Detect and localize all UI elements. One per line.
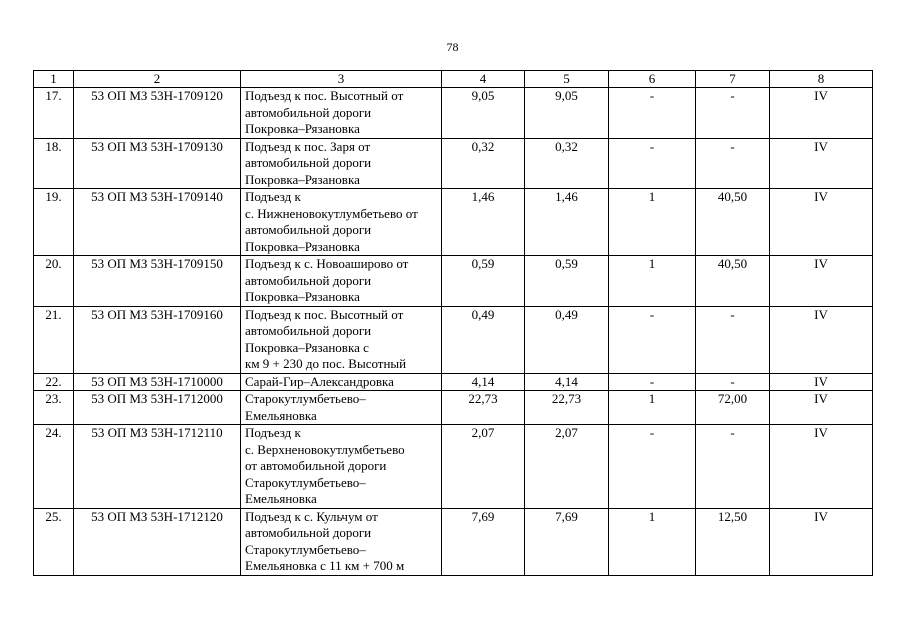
column-4-cell: 1,46 [442, 189, 525, 256]
road-code-cell: 53 ОП МЗ 53Н-1712000 [74, 391, 241, 425]
column-header: 1 [34, 71, 74, 88]
column-8-cell: IV [770, 425, 873, 509]
column-5-cell: 0,49 [525, 306, 609, 373]
road-name-cell [241, 306, 442, 373]
row-number-cell: 21. [34, 306, 74, 373]
column-4-cell: 7,69 [442, 508, 525, 575]
road-name-cell [241, 425, 442, 509]
column-8-cell: IV [770, 138, 873, 189]
road-name-line: Подъезд к [245, 425, 301, 440]
road-code-cell: 53 ОП МЗ 53Н-1712110 [74, 425, 241, 509]
page-number: 78 [446, 40, 459, 54]
column-5-cell: 1,46 [525, 189, 609, 256]
column-5-cell: 0,32 [525, 138, 609, 189]
road-name-cell [241, 88, 442, 139]
table-body [34, 88, 873, 576]
column-8-cell: IV [770, 88, 873, 139]
row-number-cell: 23. [34, 391, 74, 425]
row-number-cell: 25. [34, 508, 74, 575]
column-8-cell: IV [770, 256, 873, 307]
column-6-cell: - [609, 138, 696, 189]
column-6-cell: 1 [609, 508, 696, 575]
table-row [34, 425, 873, 509]
road-name-line: Старокутлумбетьево– [245, 391, 366, 406]
road-name-line: Покровка–Рязановка [245, 238, 360, 254]
column-header: 6 [609, 71, 696, 88]
road-name-cell [241, 138, 442, 189]
column-6-cell: - [609, 88, 696, 139]
column-7-cell: - [696, 373, 770, 391]
road-code-cell: 53 ОП МЗ 53Н-1709130 [74, 138, 241, 189]
column-8-cell: IV [770, 189, 873, 256]
column-5-cell: 9,05 [525, 88, 609, 139]
column-5-cell: 22,73 [525, 391, 609, 425]
column-header: 5 [525, 71, 609, 88]
road-name-line: Емельяновка с 11 км + 700 м [245, 558, 405, 573]
row-number-cell: 20. [34, 256, 74, 307]
road-name-line: от автомобильной дороги [245, 458, 387, 473]
column-6-cell: - [609, 373, 696, 391]
road-name-line: автомобильной дороги [245, 525, 372, 540]
column-4-cell: 2,07 [442, 425, 525, 509]
column-7-cell: 40,50 [696, 189, 770, 256]
road-name-line: автомобильной дороги [245, 104, 372, 120]
column-7-cell: 12,50 [696, 508, 770, 575]
column-8-cell: IV [770, 306, 873, 373]
road-name-line: Подъезд к пос. Высотный от [245, 306, 404, 322]
road-name-line: Покровка–Рязановка [245, 289, 360, 304]
row-number-cell: 22. [34, 373, 74, 391]
road-name-line: Покровка–Рязановка [245, 121, 360, 136]
column-4-cell: 0,49 [442, 306, 525, 373]
column-8-cell: IV [770, 508, 873, 575]
table-row [34, 373, 873, 391]
column-7-cell: 40,50 [696, 256, 770, 307]
road-name-cell [241, 508, 442, 575]
road-name-line: Подъезд к пос. Высотный от [245, 88, 404, 103]
column-5-cell: 0,59 [525, 256, 609, 307]
column-5-cell: 7,69 [525, 508, 609, 575]
column-4-cell: 4,14 [442, 373, 525, 391]
row-number-cell: 19. [34, 189, 74, 256]
table-row [34, 391, 873, 425]
column-header: 2 [74, 71, 241, 88]
road-name-line: автомобильной дороги [245, 222, 372, 237]
column-6-cell: 1 [609, 391, 696, 425]
row-number-cell: 24. [34, 425, 74, 509]
column-6-cell: 1 [609, 189, 696, 256]
road-name-cell [241, 391, 442, 425]
table-row [34, 256, 873, 307]
column-5-cell: 2,07 [525, 425, 609, 509]
road-code-cell: 53 ОП МЗ 53Н-1709150 [74, 256, 241, 307]
road-name-line: Старокутлумбетьево– [245, 541, 366, 557]
road-name-line: Подъезд к пос. Заря от [245, 138, 371, 154]
column-4-cell: 22,73 [442, 391, 525, 425]
column-6-cell: - [609, 306, 696, 373]
road-code-cell: 53 ОП МЗ 53Н-1709140 [74, 189, 241, 256]
table-row [34, 189, 873, 256]
column-6-cell: 1 [609, 256, 696, 307]
column-4-cell: 0,32 [442, 138, 525, 189]
road-name-line: км 9 + 230 до пос. Высотный [245, 356, 407, 371]
column-5-cell: 4,14 [525, 373, 609, 391]
road-name-line: Старокутлумбетьево– [245, 474, 366, 490]
row-number-cell: 18. [34, 138, 74, 189]
column-7-cell: - [696, 425, 770, 509]
road-name-line: с. Верхненовокутлумбетьево [245, 441, 405, 457]
road-name-line: Подъезд к с. Новоаширово от [245, 256, 409, 271]
road-name-line: Подъезд к с. Кульчум от [245, 508, 378, 524]
table-row [34, 306, 873, 373]
column-4-cell: 9,05 [442, 88, 525, 139]
column-7-cell: 72,00 [696, 391, 770, 425]
road-name-cell [241, 256, 442, 307]
table-row [34, 138, 873, 189]
column-6-cell: - [609, 425, 696, 509]
road-name-line: автомобильной дороги [245, 272, 372, 288]
roads-table [33, 70, 873, 576]
column-header: 3 [241, 71, 442, 88]
column-7-cell: - [696, 138, 770, 189]
column-4-cell: 0,59 [442, 256, 525, 307]
table-header-row [34, 71, 873, 88]
column-7-cell: - [696, 88, 770, 139]
road-name-cell [241, 373, 442, 391]
row-number-cell: 17. [34, 88, 74, 139]
road-code-cell: 53 ОП МЗ 53Н-1709120 [74, 88, 241, 139]
road-name-line: автомобильной дороги [245, 155, 372, 170]
road-name-line: с. Нижненовокутлумбетьево от [245, 205, 418, 221]
table-row [34, 508, 873, 575]
road-name-line: Покровка–Рязановка [245, 171, 360, 187]
column-8-cell: IV [770, 373, 873, 391]
column-8-cell: IV [770, 391, 873, 425]
road-name-line: автомобильной дороги [245, 323, 372, 338]
road-name-line: Подъезд к [245, 189, 301, 204]
road-code-cell: 53 ОП МЗ 53Н-1712120 [74, 508, 241, 575]
column-header: 4 [442, 71, 525, 88]
road-name-line: Емельяновка [245, 407, 317, 423]
road-name-line: Сарай-Гир–Александровка [245, 373, 394, 389]
road-code-cell: 53 ОП МЗ 53Н-1709160 [74, 306, 241, 373]
column-7-cell: - [696, 306, 770, 373]
road-name-cell [241, 189, 442, 256]
table-row [34, 88, 873, 139]
road-code-cell: 53 ОП МЗ 53Н-1710000 [74, 373, 241, 391]
road-name-line: Покровка–Рязановка с [245, 339, 369, 355]
road-name-line: Емельяновка [245, 491, 317, 506]
column-header: 7 [696, 71, 770, 88]
column-header: 8 [770, 71, 873, 88]
